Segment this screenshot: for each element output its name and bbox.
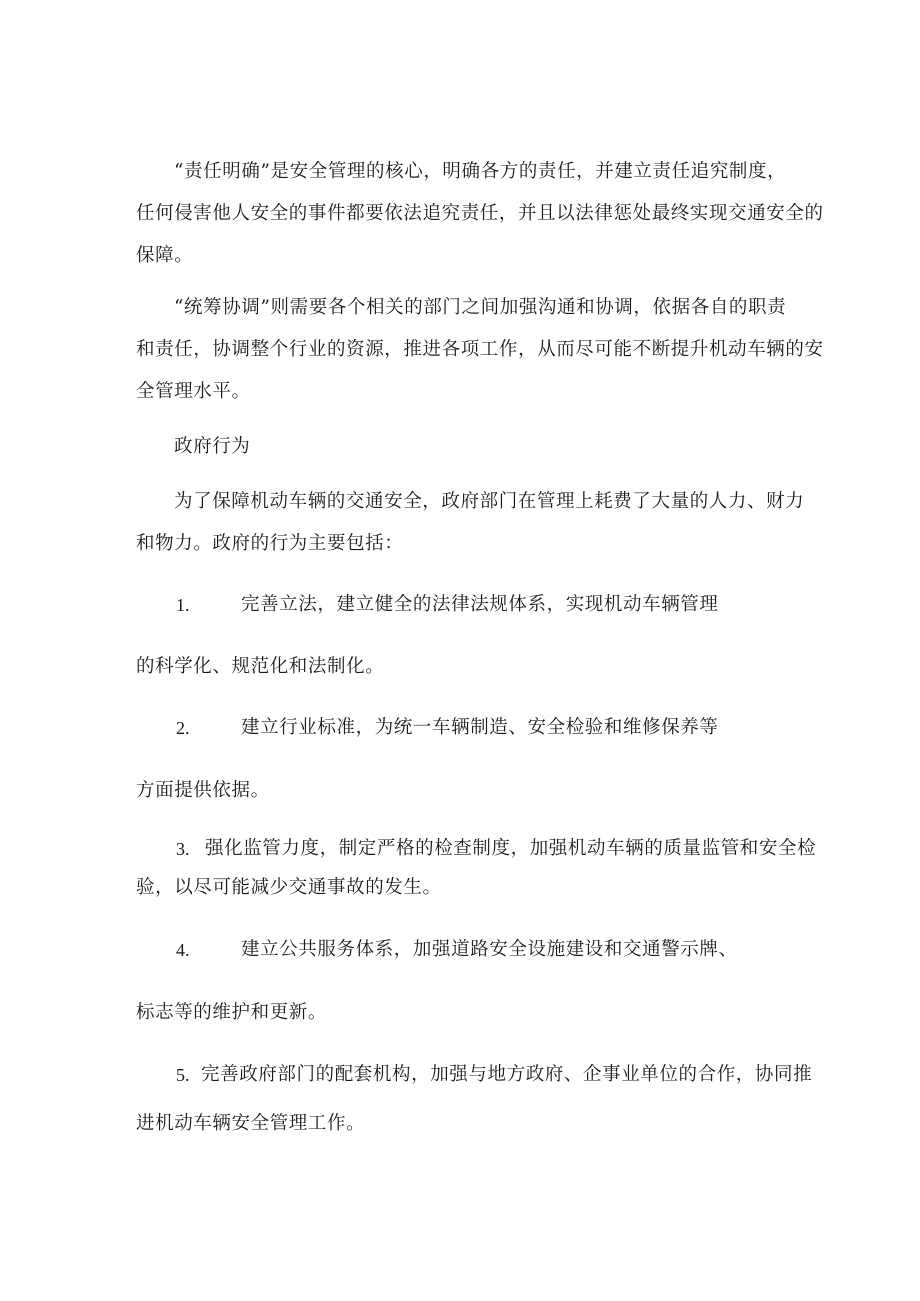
list-item-text-line-2: 进机动车辆安全管理工作。 bbox=[136, 1113, 366, 1134]
list-item-text-line-2: 验，以尽可能减少交通事故的发生。 bbox=[136, 877, 442, 898]
list-item-text-line-2: 标志等的维护和更新。 bbox=[136, 1002, 328, 1023]
paragraph-coordination-line-3: 全管理水平。 bbox=[136, 381, 251, 402]
list-item-number: 1. bbox=[176, 595, 190, 615]
paragraph-responsibility-line-3: 保障。 bbox=[136, 245, 194, 266]
list-item-text-line-1: 强化监管力度，制定严格的检查制度，加强机动车辆的质量监管和安全检 bbox=[205, 838, 817, 859]
paragraph-coordination-line-1: “统筹协调”则需要各个相关的部门之间加强沟通和协调，依据各自的职责 bbox=[174, 297, 787, 318]
list-item-text-line-2: 方面提供依据。 bbox=[136, 780, 270, 801]
list-item-number: 2. bbox=[176, 718, 190, 738]
paragraph-coordination-line-2: 和责任，协调整个行业的资源，推进各项工作，从而尽可能不断提升机动车辆的安 bbox=[136, 339, 824, 360]
list-item-text-line-1: 建立行业标准，为统一车辆制造、安全检验和维修保养等 bbox=[241, 717, 719, 738]
list-item-number: 3. bbox=[176, 839, 190, 859]
list-item-number: 4. bbox=[176, 940, 190, 960]
list-item-text-line-1: 完善立法，建立健全的法律法规体系，实现机动车辆管理 bbox=[241, 594, 719, 615]
paragraph-government-line-2: 和物力。政府的行为主要包括： bbox=[136, 533, 404, 554]
paragraph-government-line-1: 为了保障机动车辆的交通安全，政府部门在管理上耗费了大量的人力、财力 bbox=[174, 491, 805, 512]
paragraph-responsibility-line-2: 任何侵害他人安全的事件都要依法追究责任，并且以法律惩处最终实现交通安全的 bbox=[136, 203, 824, 224]
list-item-number: 5. bbox=[176, 1065, 190, 1085]
paragraph-responsibility-line-1: “责任明确”是安全管理的核心，明确各方的责任，并建立责任追究制度， bbox=[174, 161, 787, 182]
list-item-text-line-1: 完善政府部门的配套机构，加强与地方政府、企事业单位的合作，协同推 bbox=[201, 1064, 813, 1085]
list-item-text-line-1: 建立公共服务体系，加强道路安全设施建设和交通警示牌、 bbox=[241, 939, 738, 960]
section-heading: 政府行为 bbox=[174, 436, 251, 457]
list-item-text-line-2: 的科学化、规范化和法制化。 bbox=[136, 656, 385, 677]
